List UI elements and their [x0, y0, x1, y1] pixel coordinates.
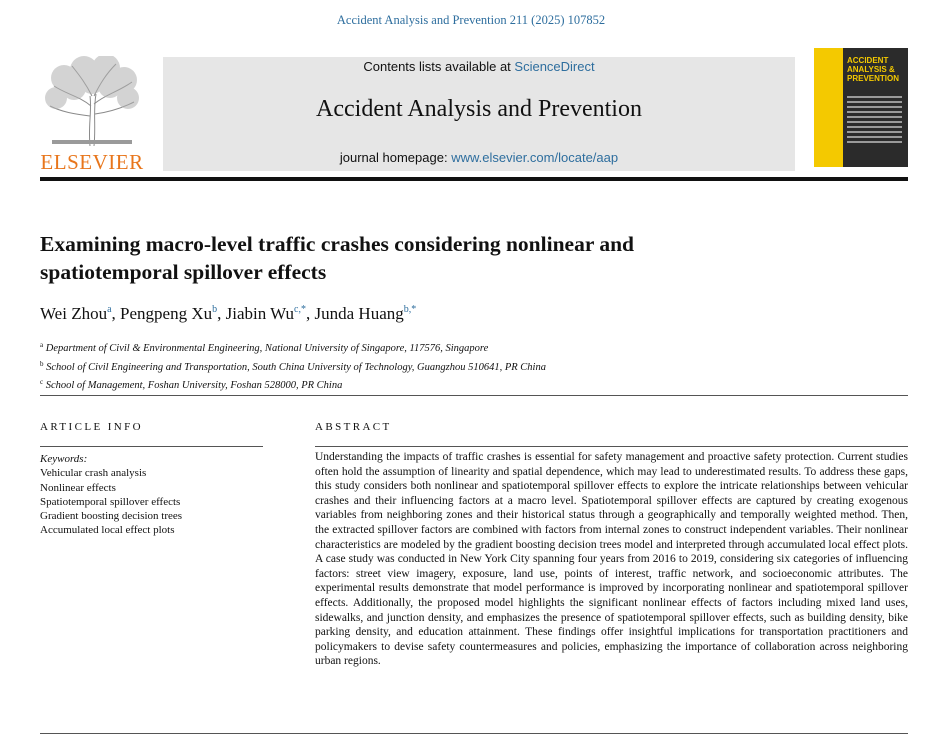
homepage-prefix: journal homepage: [339, 150, 452, 165]
author-name[interactable]: Jiabin Wu [225, 304, 295, 323]
author-affiliation-mark[interactable]: c,* [294, 304, 306, 315]
abstract-text: Understanding the impacts of traffic crashes is essential for safety management and proactive safety protection. Current studies often hold the assumption of linearity and spatial dependence, which may lead to underestimated results. To address these gaps, this study considers both nonlinear and spatiotemporal spillover effects to explore the intricate relationships between vehicular crashes and their influencing factors at a macro level. Spatiotemporal spillover effects are captured by creating exogenous variables from neighboring zones and their historical status through a geographically and temporally weighted method. Then, the extracted spillover factors are combined with factors from internal zones to construct independent variables. Their nonlinear characteristics are modeled by the gradient boosting decision trees model and interpreted through accumulated local effect plots. A case study was conducted in New York City spanning four years from 2016 to 2019, considering six categories of influencing factors: street view imagery, exposure, land use, points of interest, traffic network, and socioeconomic attributes. The experimental results demonstrate that model performance is improved by incorporating nonlinear and spatiotemporal spillover effects. Additionally, the proposed model highlights the significant nonlinear effects of factors including mixed land uses, sidewalks, and junction density, and emphasizes the presence of spatiotemporal spillover effects, such as building density, bike parking density, and education attainment. These findings offer insightful implications for transportation practitioners and policymakers to devise safety countermeasures and policies, emphasizing the importance of collaboration across neighboring urban regions. [315, 451, 908, 668]
abstract-heading: ABSTRACT [315, 421, 392, 433]
article-info-heading: ARTICLE INFO [40, 421, 143, 433]
cover-contents-lines [847, 96, 902, 146]
keyword-item: Accumulated local effect plots [40, 524, 175, 537]
author-name[interactable]: Junda Huang [314, 304, 404, 323]
journal-cover-thumbnail[interactable] [814, 48, 908, 167]
homepage-line [163, 150, 795, 165]
journal-masthead [163, 57, 795, 171]
keyword-item: Gradient boosting decision trees [40, 510, 183, 523]
sciencedirect-link[interactable]: ScienceDirect [514, 59, 595, 74]
abstract-divider [315, 446, 908, 447]
keywords-list [40, 452, 270, 538]
elsevier-logo-text: ELSEVIER [40, 150, 144, 174]
cover-yellow-band [814, 48, 843, 167]
contents-prefix: Contents lists available at [363, 59, 515, 74]
author-affiliation-mark[interactable]: b [212, 304, 218, 315]
author-affiliation-mark[interactable]: a [107, 304, 112, 315]
affiliation-item: $^c$ School of Management, Foshan University, Foshan 528000, PR China [40, 378, 343, 391]
keywords-label: Keywords: [40, 453, 88, 465]
header-divider [40, 177, 908, 181]
keyword-item: Nonlinear effects [40, 481, 116, 494]
article-title: Examining macro-level traffic crashes considering nonlinear and spatiotemporal spillover effects [40, 232, 635, 284]
contents-line [163, 59, 795, 74]
journal-name: Accident Analysis and Prevention [316, 96, 642, 122]
author-affiliation-mark[interactable]: b,* [403, 304, 417, 315]
bottom-divider [40, 733, 908, 734]
author-list: Wei Zhou$^a$, Pengpeng Xu$^b$, Jiabin $Wu^{c,*}$, Junda Huang$^{b,*}$ [40, 304, 417, 323]
affiliation-item: $^a$ Department of Civil & Environmental Engineering, National University of Singapore, 117576, Singapore [40, 341, 489, 354]
article-info-divider [40, 446, 263, 447]
keyword-item: Vehicular crash analysis [40, 467, 147, 480]
affiliation-list [40, 338, 900, 394]
journal-homepage-link[interactable]: www.elsevier.com/locate/aap [451, 150, 619, 165]
elsevier-logo[interactable] [40, 56, 144, 172]
cover-title: ACCIDENT ANALYSIS & PREVENTION [847, 56, 900, 83]
keyword-item: Spatiotemporal spillover effects [40, 495, 181, 508]
section-divider [40, 395, 908, 396]
affiliation-item: $^b$ School of Civil Engineering and Transportation, South China University of Technology, Guangzhou 510641, PR China [40, 359, 546, 373]
author-name[interactable]: Wei Zhou [40, 304, 108, 323]
author-name[interactable]: Pengpeng Xu [120, 304, 213, 323]
journal-citation[interactable]: Accident Analysis and Prevention 211 (2025) 107852 [336, 13, 606, 27]
elsevier-tree-icon [44, 56, 140, 148]
